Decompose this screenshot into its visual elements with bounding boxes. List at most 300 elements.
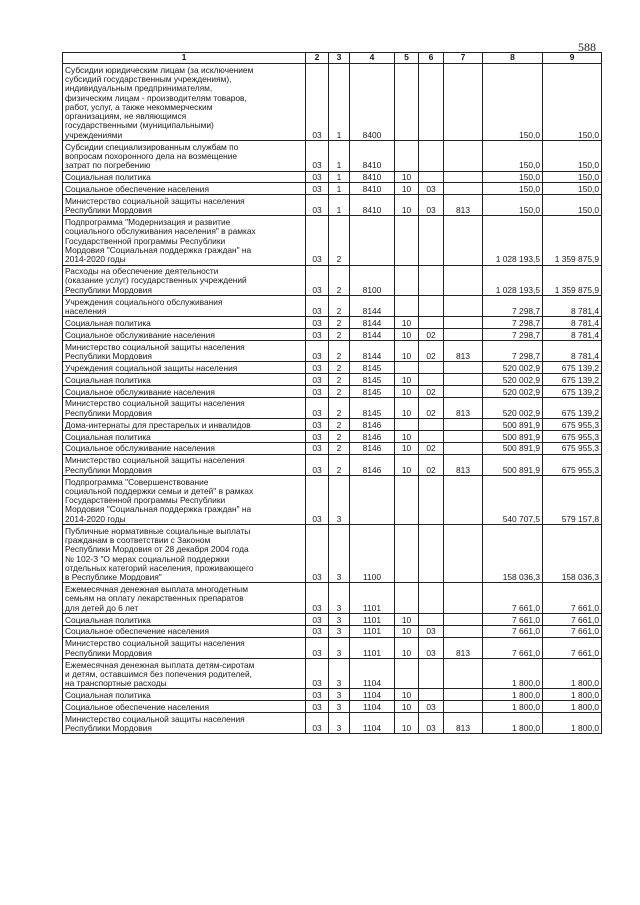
table-cell: 150,0 — [543, 195, 602, 216]
header-cell: 1 — [63, 53, 306, 64]
table-cell: 10 — [395, 442, 419, 454]
table-cell: 3 — [329, 475, 350, 524]
row-label: Социальное обслуживание населения — [63, 386, 306, 398]
table-cell: 02 — [419, 341, 444, 362]
row-label: Социальная политика — [63, 689, 306, 701]
table-row — [63, 317, 602, 329]
table-cell: 8145 — [350, 362, 395, 374]
table-cell: 675 955,3 — [543, 454, 602, 475]
table-cell — [419, 613, 444, 625]
row-label: Подпрограмма "Совершенствование социальной поддержки семьи и детей" в рамках Государственной программы Республики Мордовия "Социальная поддержка граждан" на 2014-2020 годы — [63, 475, 306, 524]
table-cell: 03 — [306, 701, 329, 713]
table-cell: 675 139,2 — [543, 397, 602, 418]
table-cell: 8144 — [350, 329, 395, 341]
table-cell: 03 — [306, 525, 329, 583]
table-cell — [419, 430, 444, 442]
table-cell: 10 — [395, 171, 419, 183]
table-cell: 813 — [444, 637, 483, 658]
table-cell: 150,0 — [483, 171, 543, 183]
table-cell — [419, 317, 444, 329]
table-row — [63, 329, 602, 341]
table-cell: 1 — [329, 64, 350, 141]
table-cell — [419, 216, 444, 265]
table-row — [63, 475, 602, 524]
table-cell: 03 — [306, 583, 329, 614]
table-cell — [395, 362, 419, 374]
table-cell: 03 — [306, 317, 329, 329]
table-cell: 675 139,2 — [543, 374, 602, 386]
row-label: Подпрограмма "Модернизация и развитие социального обслуживания населения" в рамках Государственной программы Республики Мордовия "Социальная поддержка граждан" на 2014-2020 годы — [63, 216, 306, 265]
table-cell: 2 — [329, 419, 350, 431]
table-cell: 03 — [306, 329, 329, 341]
row-label: Субсидии специализированным службам по вопросам похоронного дела на возмещение затрат по погребению — [63, 141, 306, 172]
table-cell: 8100 — [350, 265, 395, 296]
table-cell: 7 661,0 — [543, 583, 602, 614]
table-cell: 7 661,0 — [483, 613, 543, 625]
row-label: Социальная политика — [63, 317, 306, 329]
table-cell: 8400 — [350, 64, 395, 141]
table-row — [63, 419, 602, 431]
table-row — [63, 583, 602, 614]
header-cell: 7 — [444, 53, 483, 64]
header-cell: 5 — [395, 53, 419, 64]
table-cell: 1 800,0 — [543, 658, 602, 689]
table-cell: 03 — [306, 419, 329, 431]
table-row — [63, 442, 602, 454]
table-cell — [444, 374, 483, 386]
table-cell — [419, 419, 444, 431]
table-row — [63, 296, 602, 317]
table-cell: 500 891,9 — [483, 430, 543, 442]
row-label: Социальное обеспечение населения — [63, 701, 306, 713]
table-cell: 2 — [329, 430, 350, 442]
table-cell: 1101 — [350, 625, 395, 637]
table-cell: 1 800,0 — [483, 701, 543, 713]
table-cell — [444, 64, 483, 141]
table-cell — [444, 525, 483, 583]
table-cell — [395, 525, 419, 583]
table-cell: 10 — [395, 317, 419, 329]
table-cell: 10 — [395, 195, 419, 216]
table-cell: 500 891,9 — [483, 442, 543, 454]
table-cell: 813 — [444, 454, 483, 475]
table-cell: 8146 — [350, 454, 395, 475]
table-cell: 500 891,9 — [483, 454, 543, 475]
table-cell: 03 — [419, 713, 444, 734]
table-cell — [444, 216, 483, 265]
row-label: Социальное обеспечение населения — [63, 625, 306, 637]
table-cell: 8410 — [350, 141, 395, 172]
table-cell: 8146 — [350, 419, 395, 431]
table-cell: 10 — [395, 713, 419, 734]
table-cell: 8410 — [350, 195, 395, 216]
table-cell — [444, 317, 483, 329]
table-cell: 03 — [306, 442, 329, 454]
table-cell: 03 — [306, 141, 329, 172]
table-cell — [395, 658, 419, 689]
table-cell: 02 — [419, 454, 444, 475]
table-cell: 03 — [306, 658, 329, 689]
table-cell — [395, 475, 419, 524]
row-label: Расходы на обеспечение деятельности (оказание услуг) государственных учреждений Республики Мордовия — [63, 265, 306, 296]
table-cell — [395, 265, 419, 296]
table-cell: 03 — [306, 430, 329, 442]
table-cell: 8146 — [350, 442, 395, 454]
table-cell: 500 891,9 — [483, 419, 543, 431]
table-cell: 03 — [306, 637, 329, 658]
table-cell: 8410 — [350, 183, 395, 195]
row-label: Учреждения социальной защиты населения — [63, 362, 306, 374]
table-cell: 03 — [419, 637, 444, 658]
table-cell: 7 298,7 — [483, 317, 543, 329]
table-cell: 1 800,0 — [543, 713, 602, 734]
table-row — [63, 341, 602, 362]
table-cell: 03 — [306, 374, 329, 386]
table-cell: 158 036,3 — [483, 525, 543, 583]
table-cell: 03 — [306, 183, 329, 195]
table-cell: 8145 — [350, 397, 395, 418]
table-cell — [444, 419, 483, 431]
table-cell: 03 — [306, 362, 329, 374]
table-cell — [444, 430, 483, 442]
table-cell: 150,0 — [543, 183, 602, 195]
table-cell: 7 298,7 — [483, 329, 543, 341]
table-cell: 02 — [419, 329, 444, 341]
table-cell — [395, 216, 419, 265]
table-cell: 3 — [329, 689, 350, 701]
table-cell: 1 359 875,9 — [543, 265, 602, 296]
header-cell: 9 — [543, 53, 602, 64]
table-cell: 1 028 193,5 — [483, 265, 543, 296]
table-cell — [444, 265, 483, 296]
table-cell: 03 — [419, 195, 444, 216]
table-cell: 2 — [329, 397, 350, 418]
table-cell: 150,0 — [543, 141, 602, 172]
table-cell — [395, 296, 419, 317]
table-cell: 2 — [329, 362, 350, 374]
table-cell — [444, 475, 483, 524]
row-label: Министерство социальной защиты населения Республики Мордовия — [63, 637, 306, 658]
table-row — [63, 658, 602, 689]
table-cell: 03 — [306, 296, 329, 317]
table-cell — [444, 583, 483, 614]
table-cell — [350, 475, 395, 524]
table-cell: 10 — [395, 374, 419, 386]
table-cell: 7 661,0 — [543, 625, 602, 637]
row-label: Дома-интернаты для престарелых и инвалидов — [63, 419, 306, 431]
table-cell: 03 — [306, 171, 329, 183]
table-cell: 675 139,2 — [543, 386, 602, 398]
table-cell — [444, 296, 483, 317]
table-cell: 1104 — [350, 713, 395, 734]
row-label: Учреждения социального обслуживания населения — [63, 296, 306, 317]
table-cell: 150,0 — [483, 64, 543, 141]
table-cell — [444, 613, 483, 625]
row-label: Публичные нормативные социальные выплаты гражданам в соответствии с Законом Республики Мордовия от 28 декабря 2004 года № 102-З "О мерах социальной поддержки отдельных категорий населения, проживающего в Республике Мордовия" — [63, 525, 306, 583]
table-cell: 7 661,0 — [483, 625, 543, 637]
table-row — [63, 265, 602, 296]
table-cell: 813 — [444, 341, 483, 362]
table-cell: 1 028 193,5 — [483, 216, 543, 265]
table-cell: 7 298,7 — [483, 296, 543, 317]
table-cell: 3 — [329, 613, 350, 625]
row-label: Министерство социальной защиты населения Республики Мордовия — [63, 454, 306, 475]
table-cell: 8410 — [350, 171, 395, 183]
table-cell: 150,0 — [483, 195, 543, 216]
table-cell: 7 661,0 — [483, 583, 543, 614]
table-cell: 2 — [329, 317, 350, 329]
table-cell: 03 — [306, 386, 329, 398]
table-cell: 1 — [329, 141, 350, 172]
table-cell: 1 — [329, 195, 350, 216]
table-row — [63, 430, 602, 442]
table-cell: 1 359 875,9 — [543, 216, 602, 265]
table-cell: 3 — [329, 525, 350, 583]
table-cell: 675 955,3 — [543, 419, 602, 431]
table-cell: 150,0 — [483, 141, 543, 172]
table-cell: 8145 — [350, 374, 395, 386]
table-cell: 813 — [444, 713, 483, 734]
row-label: Социальная политика — [63, 374, 306, 386]
table-cell: 03 — [306, 613, 329, 625]
table-cell: 03 — [306, 689, 329, 701]
table-cell: 3 — [329, 658, 350, 689]
table-cell — [444, 329, 483, 341]
table-cell: 10 — [395, 613, 419, 625]
table-cell — [444, 171, 483, 183]
table-cell — [419, 171, 444, 183]
table-cell — [444, 362, 483, 374]
table-cell — [419, 583, 444, 614]
row-label: Социальная политика — [63, 613, 306, 625]
table-cell — [395, 64, 419, 141]
table-cell — [419, 296, 444, 317]
row-label: Ежемесячная денежная выплата многодетным семьям на оплату лекарственных препаратов для детей до 6 лет — [63, 583, 306, 614]
table-cell: 1 800,0 — [543, 701, 602, 713]
table-cell: 1101 — [350, 613, 395, 625]
table-row — [63, 183, 602, 195]
table-cell: 1 — [329, 183, 350, 195]
table-cell: 02 — [419, 397, 444, 418]
table-cell: 3 — [329, 713, 350, 734]
table-row — [63, 689, 602, 701]
table-cell: 10 — [395, 430, 419, 442]
table-row — [63, 141, 602, 172]
table-cell — [444, 183, 483, 195]
table-cell: 813 — [444, 195, 483, 216]
table-cell — [444, 386, 483, 398]
table-cell: 10 — [395, 701, 419, 713]
table-cell — [444, 625, 483, 637]
table-cell — [419, 64, 444, 141]
table-cell: 02 — [419, 442, 444, 454]
table-cell: 8 781,4 — [543, 341, 602, 362]
table-row — [63, 637, 602, 658]
table-cell: 10 — [395, 454, 419, 475]
table-cell: 158 036,3 — [543, 525, 602, 583]
table-cell — [444, 141, 483, 172]
table-cell: 150,0 — [543, 64, 602, 141]
table-cell: 1 800,0 — [543, 689, 602, 701]
table-cell: 03 — [306, 625, 329, 637]
table-cell: 2 — [329, 454, 350, 475]
table-cell: 675 139,2 — [543, 362, 602, 374]
row-label: Социальное обслуживание населения — [63, 442, 306, 454]
table-row — [63, 454, 602, 475]
table-cell: 03 — [419, 701, 444, 713]
table-row — [63, 713, 602, 734]
table-cell: 8144 — [350, 341, 395, 362]
table-cell: 8144 — [350, 296, 395, 317]
table-cell: 3 — [329, 625, 350, 637]
table-cell — [419, 658, 444, 689]
table-cell — [395, 419, 419, 431]
table-cell: 1100 — [350, 525, 395, 583]
table-cell — [419, 362, 444, 374]
table-cell: 2 — [329, 442, 350, 454]
table-cell — [419, 689, 444, 701]
table-cell: 1 — [329, 171, 350, 183]
table-row — [63, 701, 602, 713]
row-label: Ежемесячная денежная выплата детям-сиротам и детям, оставшимся без попечения родителей, на транспортные расходы — [63, 658, 306, 689]
table-row — [63, 374, 602, 386]
row-label: Социальное обеспечение населения — [63, 183, 306, 195]
table-cell: 8145 — [350, 386, 395, 398]
table-cell: 1 800,0 — [483, 689, 543, 701]
table-cell — [419, 141, 444, 172]
table-cell — [395, 583, 419, 614]
table-cell: 03 — [306, 195, 329, 216]
table-cell: 03 — [306, 397, 329, 418]
table-cell: 1104 — [350, 701, 395, 713]
table-cell: 2 — [329, 216, 350, 265]
table-cell: 7 661,0 — [483, 637, 543, 658]
header-cell: 6 — [419, 53, 444, 64]
table-cell: 8 781,4 — [543, 296, 602, 317]
table-cell: 1104 — [350, 689, 395, 701]
row-label: Социальная политика — [63, 171, 306, 183]
table-cell: 03 — [306, 265, 329, 296]
table-cell: 3 — [329, 701, 350, 713]
table-cell: 10 — [395, 397, 419, 418]
table-cell: 03 — [306, 341, 329, 362]
table-cell: 10 — [395, 341, 419, 362]
table-cell: 2 — [329, 386, 350, 398]
table-row — [63, 386, 602, 398]
table-cell — [444, 658, 483, 689]
table-cell: 520 002,9 — [483, 374, 543, 386]
table-cell: 1 800,0 — [483, 658, 543, 689]
table-cell: 10 — [395, 329, 419, 341]
table-row — [63, 613, 602, 625]
table-cell: 10 — [395, 637, 419, 658]
row-label: Министерство социальной защиты населения Республики Мордовия — [63, 397, 306, 418]
table-cell: 03 — [306, 713, 329, 734]
table-row — [63, 216, 602, 265]
table-cell: 10 — [395, 625, 419, 637]
table-cell — [444, 701, 483, 713]
budget-table — [62, 52, 602, 734]
table-cell: 2 — [329, 374, 350, 386]
table-cell: 150,0 — [483, 183, 543, 195]
table-cell: 1 800,0 — [483, 713, 543, 734]
table-row — [63, 525, 602, 583]
table-cell — [444, 442, 483, 454]
header-cell: 8 — [483, 53, 543, 64]
table-cell — [419, 374, 444, 386]
table-cell — [419, 475, 444, 524]
row-label: Субсидии юридическим лицам (за исключением субсидий государственным учреждениям), индивидуальным предпринимателям, физическим лицам - производителям товаров, работ, услуг, а также некоммерческим организациям, не являющимся государственными (муниципальными) учреждениями — [63, 64, 306, 141]
table-cell: 675 955,3 — [543, 430, 602, 442]
table-cell: 02 — [419, 386, 444, 398]
table-cell: 03 — [419, 625, 444, 637]
table-cell: 03 — [419, 183, 444, 195]
table-cell: 10 — [395, 689, 419, 701]
table-cell: 813 — [444, 397, 483, 418]
table-cell: 8146 — [350, 430, 395, 442]
table-cell: 03 — [306, 216, 329, 265]
table-cell: 1101 — [350, 637, 395, 658]
table-cell: 03 — [306, 475, 329, 524]
table-cell: 1101 — [350, 583, 395, 614]
header-cell: 4 — [350, 53, 395, 64]
table-row — [63, 362, 602, 374]
row-label: Социальное обслуживание населения — [63, 329, 306, 341]
row-label: Социальная политика — [63, 430, 306, 442]
table-cell: 520 002,9 — [483, 397, 543, 418]
table-cell: 2 — [329, 296, 350, 317]
table-cell: 7 661,0 — [543, 637, 602, 658]
table-cell: 2 — [329, 329, 350, 341]
table-cell: 03 — [306, 454, 329, 475]
table-row — [63, 397, 602, 418]
table-cell: 2 — [329, 265, 350, 296]
row-label: Министерство социальной защиты населения Республики Мордовия — [63, 341, 306, 362]
table-cell: 1104 — [350, 658, 395, 689]
table-cell: 579 157,8 — [543, 475, 602, 524]
table-cell: 540 707,5 — [483, 475, 543, 524]
table-cell: 675 955,3 — [543, 442, 602, 454]
table-cell — [444, 689, 483, 701]
table-cell: 7 298,7 — [483, 341, 543, 362]
table-cell — [350, 216, 395, 265]
table-cell — [395, 141, 419, 172]
page-number: 588 — [578, 40, 596, 54]
table-cell: 2 — [329, 341, 350, 362]
table-cell: 10 — [395, 386, 419, 398]
table-cell: 3 — [329, 583, 350, 614]
table-cell: 03 — [306, 64, 329, 141]
row-label: Министерство социальной защиты населения Республики Мордовия — [63, 713, 306, 734]
table-cell: 8 781,4 — [543, 329, 602, 341]
table-cell — [419, 265, 444, 296]
table-cell: 520 002,9 — [483, 362, 543, 374]
table-row — [63, 64, 602, 141]
table-cell: 150,0 — [543, 171, 602, 183]
header-cell: 3 — [329, 53, 350, 64]
header-cell: 2 — [306, 53, 329, 64]
table-cell: 8 781,4 — [543, 317, 602, 329]
row-label: Министерство социальной защиты населения Республики Мордовия — [63, 195, 306, 216]
table-cell: 7 661,0 — [543, 613, 602, 625]
table-cell: 3 — [329, 637, 350, 658]
table-cell: 10 — [395, 183, 419, 195]
table-cell: 8144 — [350, 317, 395, 329]
table-cell — [419, 525, 444, 583]
header-row — [63, 53, 602, 64]
table-row — [63, 171, 602, 183]
table-row — [63, 625, 602, 637]
